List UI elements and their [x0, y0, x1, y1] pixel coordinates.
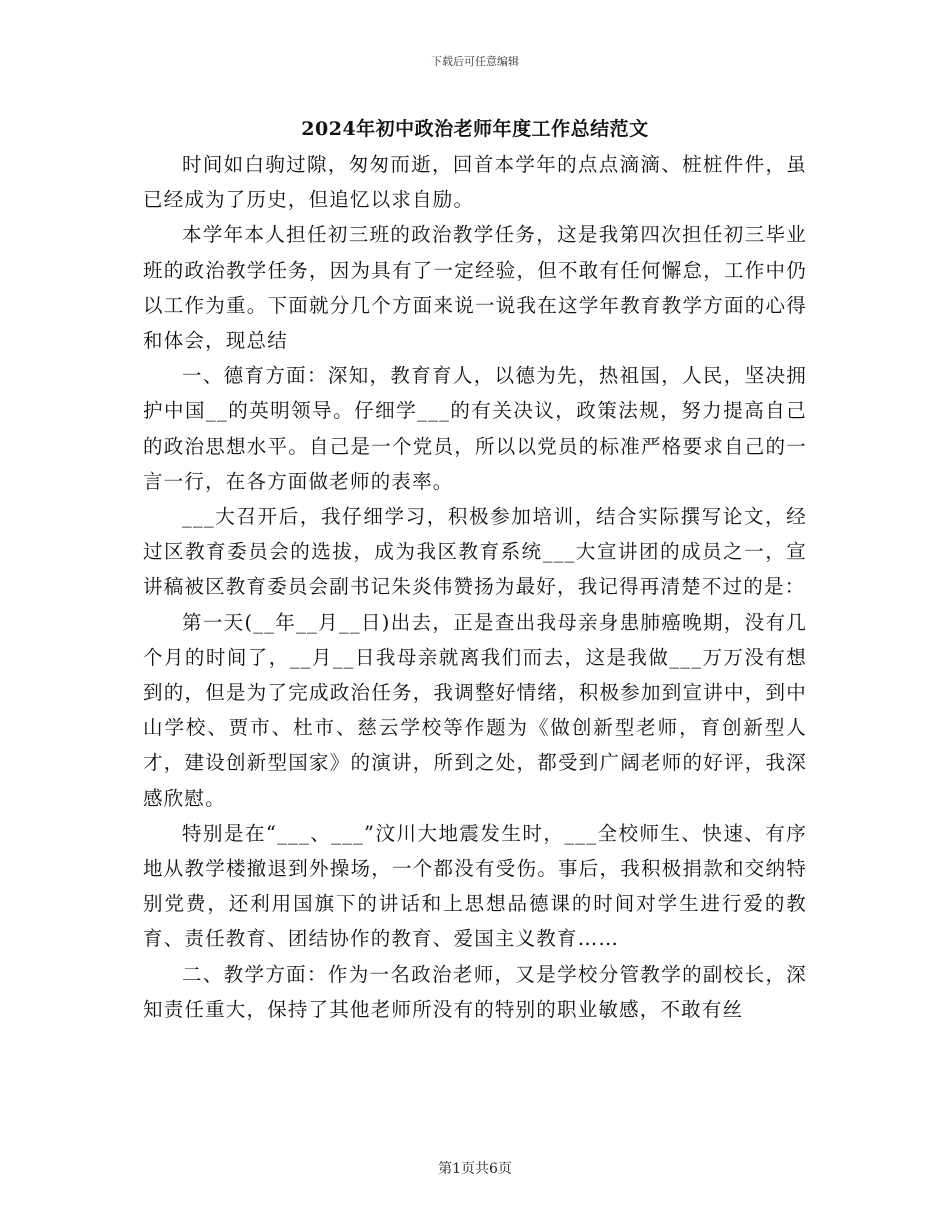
paragraph-lecture-group: ___大召开后，我仔细学习，积极参加培训，结合实际撰写论文，经过区教育委员会的选拔，成为我区教育系统___大宣讲团的成员之一，宣讲稿被区教育委员会副书记朱炎伟赞扬为最好，我记得再清楚不过的是： — [143, 505, 807, 599]
paragraph-first-day: 第一天(__年__月__日)出去，正是查出我母亲身患肺癌晚期，没有几个月的时间了，__月__日我母亲就离我们而去，这是我做___万万没有想到的，但是为了完成政治任务，我调整好情绪，积极参加到宣讲中，到中山学校、贾市、杜市、慈云学校等作题为《做创新型老师，育创新型人才，建设创新型国家》的演讲，所到之处，都受到广阔老师的好评，我深感欣慰。 — [143, 610, 807, 810]
paragraph-overview: 本学年本人担任初三班的政治教学任务，这是我第四次担任初三毕业班的政治教学任务，因为具有了一定经验，但不敢有任何懈怠，工作中仍以工作为重。下面就分几个方面来说一说我在这学年教育教学方面的心得和体会，现总结 — [143, 223, 807, 353]
paragraph-earthquake: 特别是在“___、___”汶川大地震发生时，___全校师生、快速、有序地从教学楼撤退到外操场，一个都没有受伤。事后，我积极捐款和交纳特别党费，还利用国旗下的讲话和上思想品德课的时间对学生进行爱的教育、责任教育、团结协作的教育、爱国主义教育…… — [143, 821, 807, 951]
document-body — [143, 147, 807, 1027]
page-number: 第1页共6页 — [438, 1161, 512, 1177]
paragraph-intro: 时间如白驹过隙，匆匆而逝，回首本学年的点点滴滴、桩桩件件，虽已经成为了历史，但追忆以求自励。 — [143, 153, 807, 212]
paragraph-teaching: 二、教学方面：作为一名政治老师，又是学校分管教学的副校长，深知责任重大，保持了其他老师所没有的特别的职业敏感，不敢有丝 — [143, 962, 807, 1021]
paragraph-moral-education: 一、德育方面：深知，教育育人，以德为先，热祖国，人民，坚决拥护中国__的英明领导。仔细学___的有关决议，政策法规，努力提高自己的政治思想水平。自己是一个党员，所以以党员的标准严格要求自己的一言一行，在各方面做老师的表率。 — [143, 364, 807, 493]
page-header-note: 下载后可任意编辑 — [431, 55, 519, 68]
document-title: 2024年初中政治老师年度工作总结范文 — [301, 118, 649, 140]
